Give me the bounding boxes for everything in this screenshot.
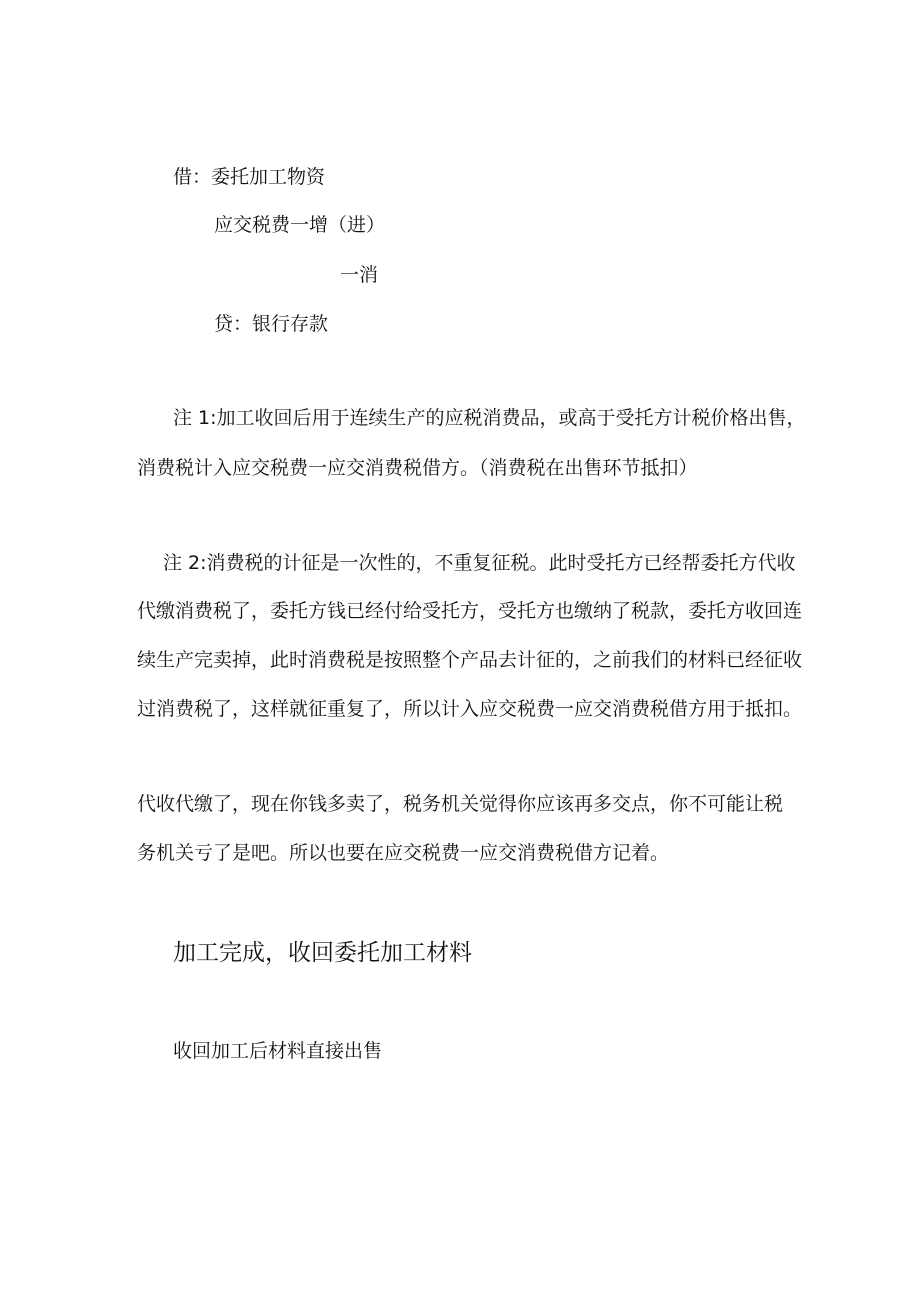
section-subheading: 收回加工后材料直接出售 (173, 1040, 383, 1062)
note-2-line: 过消费税了，这样就征重复了，所以计入应交税费一应交消费税借方用于抵扣。 (137, 698, 803, 720)
debit-tax-line: 应交税费一增（进） (214, 214, 386, 236)
note-3-line: 代收代缴了，现在你钱多卖了，税务机关觉得你应该再多交点，你不可能让税 (137, 793, 784, 815)
section-heading: 加工完成，收回委托加工材料 (173, 940, 472, 966)
note-3-line: 务机关亏了是吧。所以也要在应交税费一应交消费税借方记着。 (137, 842, 670, 864)
note-2-line: 注 2:消费税的计征是一次性的，不重复征税。此时受托方已经帮委托方代收 (163, 552, 796, 574)
debit-tax-sub-line: 一消 (340, 264, 379, 286)
note-2-line: 代缴消费税了，委托方钱已经付给受托方，受托方也缴纳了税款，委托方收回连 (137, 600, 803, 622)
credit-line: 贷：银行存款 (214, 313, 329, 335)
note-2-line: 续生产完卖掉，此时消费税是按照整个产品去计征的，之前我们的材料已经征收 (137, 649, 803, 671)
note-1-line: 消费税计入应交税费一应交消费税借方。（消费税在出售环节抵扣） (137, 457, 698, 479)
debit-line: 借：委托加工物资 (173, 166, 326, 188)
note-1-line: 注 1:加工收回后用于连续生产的应税消费品，或高于受托方计税价格出售， (173, 407, 806, 429)
